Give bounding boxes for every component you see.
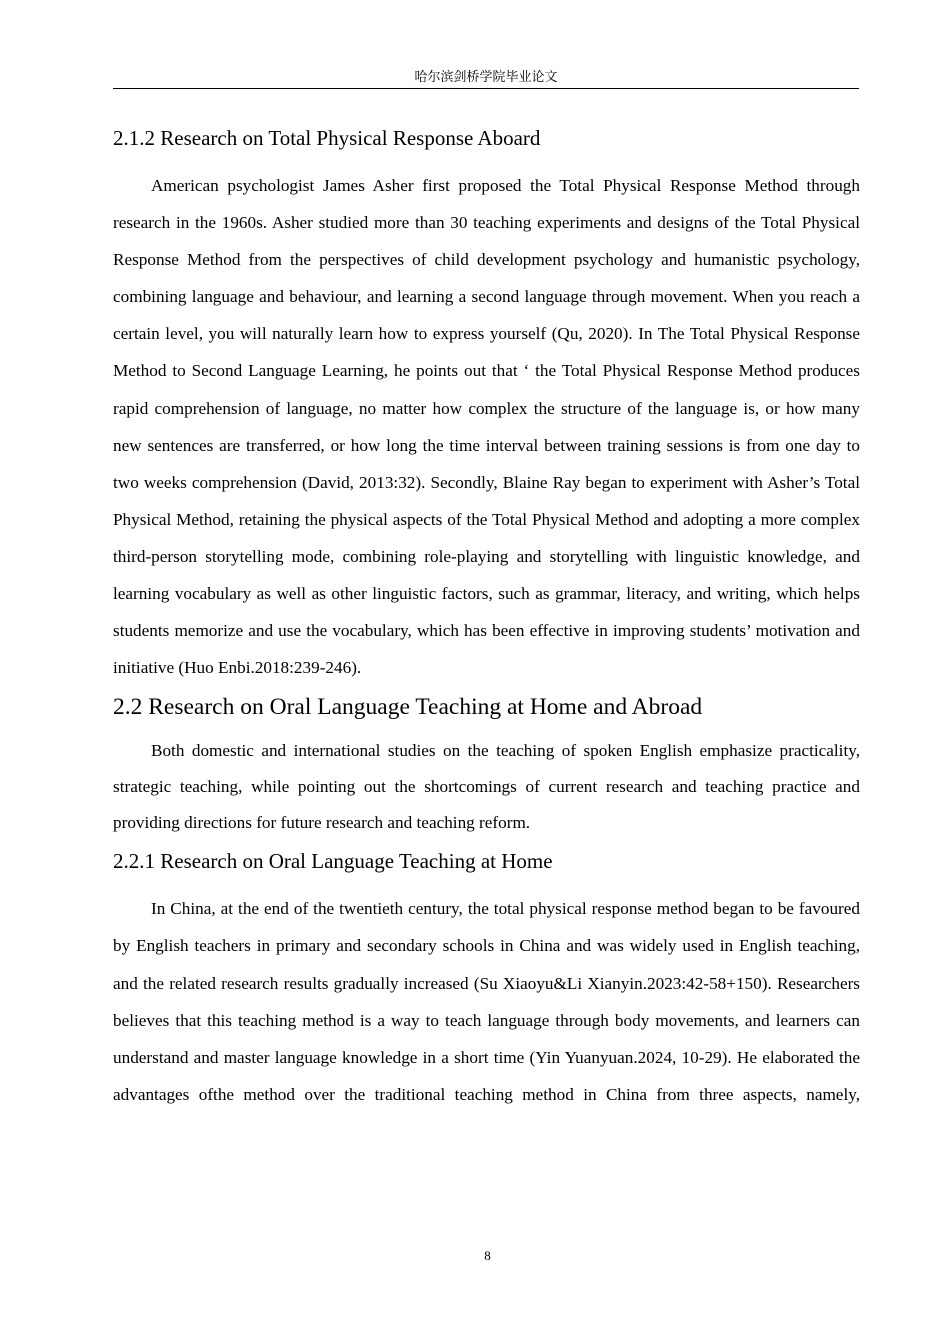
page-body <box>113 118 860 1113</box>
paragraph-total-physical-response-aboard: American psychologist James Asher first proposed the Total Physical Response Method through research in the 1960s. Asher studied more than 30 teaching experiments and designs of the Total Physical Response Method from the perspectives of child development psychology and humanistic psychology, combining language and behaviour, and learning a second language through movement. When you reach a certain level, you will naturally learn how to express yourself (Qu, 2020). In The Total Physical Response Method to Second Language Learning, he points out that ‘ the Total Physical Response Method produces rapid comprehension of language, no matter how complex the structure of the language is, or how many new sentences are transferred, or how long the time interval between training sessions is from one day to two weeks comprehension (David, 2013:32). Secondly, Blaine Ray began to experiment with Asher’s Total Physical Method, retaining the physical aspects of the Total Physical Method and adopting a more complex third-person storytelling mode, combining role-playing and storytelling with linguistic knowledge, and learning vocabulary as well as other linguistic factors, such as grammar, literacy, and writing, which helps students memorize and use the vocabulary, which has been effective in improving students’ motivation and initiative (Huo Enbi.2018:239-246). <box>113 176 860 678</box>
running-header: 哈尔滨剑桥学院毕业论文 <box>414 69 558 84</box>
heading-2-2-1: 2.2.1 Research on Oral Language Teaching at Home <box>113 849 553 874</box>
page-number: 8 <box>484 1248 491 1263</box>
paragraph-oral-teaching-at-home: In China, at the end of the twentieth century, the total physical response method began to be favoured by English teachers in primary and secondary schools in China and was widely used in English teaching, and the related research results gradually increased (Su Xiaoyu&Li Xianyin.2023:42-58+150). Researchers believes that this teaching method is a way to teach language through body movements, and learners can understand and master language knowledge in a short time (Yin Yuanyuan.2024, 10-29). He elaborated the advantages ofthe method over the traditional teaching method in China from three aspects, namely, <box>113 899 860 1104</box>
header-rule <box>113 88 859 89</box>
paragraph-oral-language-teaching: Both domestic and international studies on the teaching of spoken English emphasize practicality, strategic teaching, while pointing out the shortcomings of current research and teaching practice and providing directions for future research and teaching reform. <box>113 741 860 833</box>
heading-2-2: 2.2 Research on Oral Language Teaching at Home and Abroad <box>113 694 703 721</box>
heading-2-1-2: 2.1.2 Research on Total Physical Response Aboard <box>113 126 541 150</box>
